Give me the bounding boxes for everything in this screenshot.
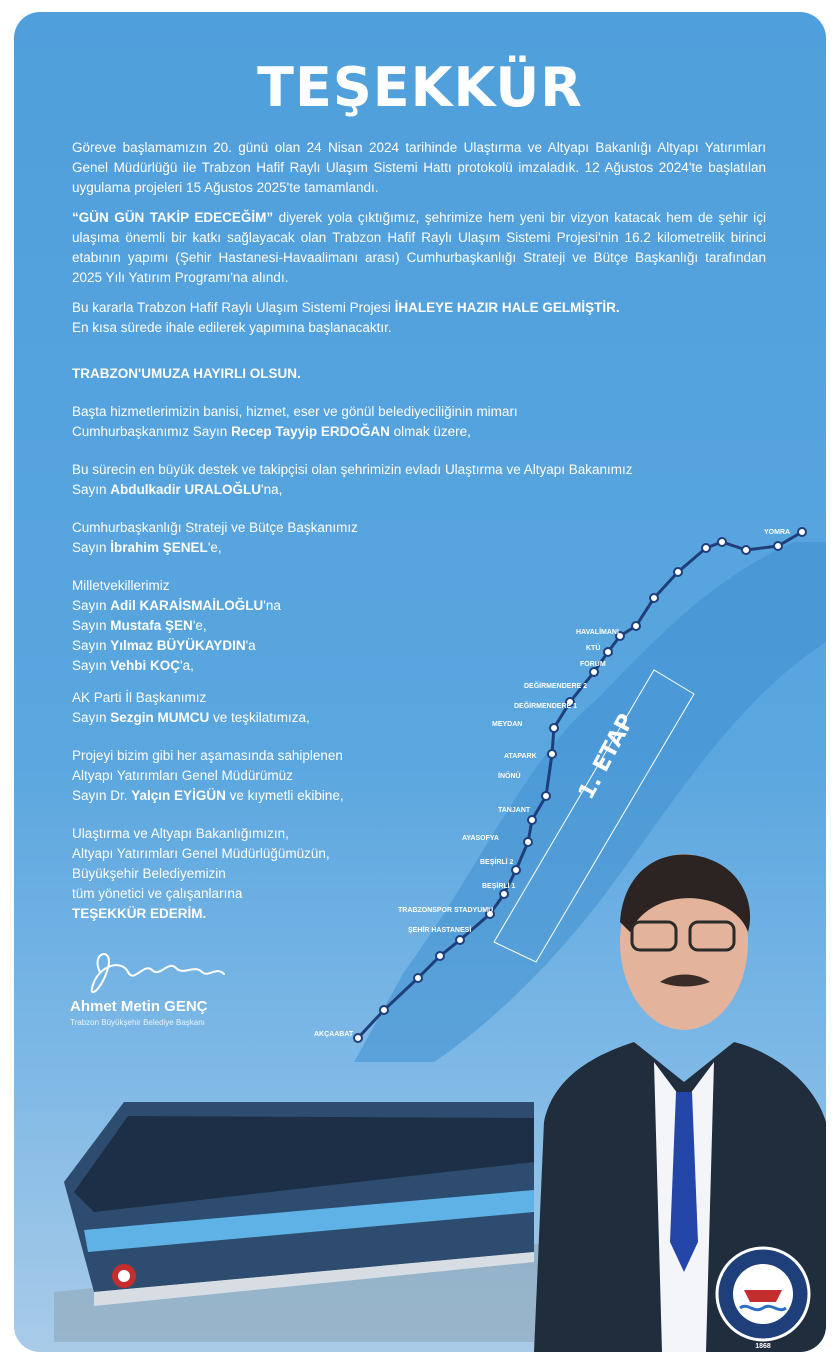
station-dot xyxy=(742,546,750,554)
sayin-5: Sayın xyxy=(72,710,111,725)
station-label-yomra: YOMRA xyxy=(764,529,791,536)
thanks-president-b: Cumhurbaşkanımız Sayın xyxy=(72,424,232,439)
sayin-2: Sayın xyxy=(72,618,111,633)
logo-year: 1868 xyxy=(755,1343,771,1350)
station-dot xyxy=(632,622,640,630)
thanks-president xyxy=(72,402,672,442)
directorate-c: Sayın Dr. xyxy=(72,788,132,803)
station-dot xyxy=(798,528,806,536)
station-dot xyxy=(774,542,782,550)
station-label-tanjant: TANJANT xyxy=(498,807,531,814)
mp-3: Yılmaz BÜYÜKAYDIN xyxy=(110,638,246,653)
station-dot xyxy=(548,750,556,758)
blessing: TRABZON'UMUZA HAYIRLI OLSUN. xyxy=(72,366,301,381)
thanks-minister-b: Sayın xyxy=(72,482,111,497)
signature-name: Ahmet Metin GENÇ xyxy=(70,998,208,1015)
strategy-name: İbrahim ŞENEL xyxy=(110,540,208,555)
party-name: Sezgin MUMCU xyxy=(110,710,210,725)
president-name: Recep Tayyip ERDOĞAN xyxy=(231,424,390,439)
mps-heading: Milletvekillerimiz xyxy=(72,578,170,593)
mp-2-suffix: 'e, xyxy=(192,618,207,633)
station-dot xyxy=(542,792,550,800)
station-label-besirli-2: BEŞİRLİ 2 xyxy=(480,859,514,866)
station-dot xyxy=(650,594,658,602)
station-dot xyxy=(456,936,464,944)
institutions-a: Ulaştırma ve Altyapı Bakanlığımızın, xyxy=(72,826,289,841)
thanks-president-c: olmak üzere, xyxy=(389,424,471,439)
station-dot xyxy=(380,1006,388,1014)
station-dot xyxy=(604,648,612,656)
sayin-3: Sayın xyxy=(72,638,111,653)
thanks-strategy-b: Sayın xyxy=(72,540,111,555)
thanks-strategy-c: 'e, xyxy=(207,540,222,555)
station-label-degirmendere-1: DEĞİRMENDERE 1 xyxy=(514,703,578,710)
thanks-president-a: Başta hizmetlerimizin banisi, hizmet, eser ve gönül belediyeciliğinin mimarı xyxy=(72,404,518,419)
mp-1: Adil KARAİSMAİLOĞLU xyxy=(110,598,264,613)
tender-text: Bu kararla Trabzon Hafif Raylı Ulaşım Sistemi Projesi xyxy=(72,300,395,315)
tender-text-2: En kısa sürede ihale edilerek yapımına başlanacaktır. xyxy=(72,320,392,335)
station-dot xyxy=(354,1034,362,1042)
station-dot xyxy=(590,668,598,676)
signature-title: Trabzon Büyükşehir Belediye Başkanı xyxy=(70,1018,205,1027)
institutions-b: Altyapı Yatırımları Genel Müdürlüğümüzün, xyxy=(72,846,330,861)
station-dot xyxy=(718,538,726,546)
station-label-besirli-1: BEŞİRLİ 1 xyxy=(482,883,516,890)
mp-2: Mustafa ŞEN xyxy=(110,618,193,633)
mp-1-suffix: 'na xyxy=(263,598,281,613)
mp-4-suffix: 'a, xyxy=(180,658,194,673)
mp-3-suffix: 'a xyxy=(245,638,256,653)
station-dot xyxy=(550,724,558,732)
thanks-minister-c: 'na, xyxy=(261,482,283,497)
station-label-ayasofya: AYASOFYA xyxy=(462,835,499,842)
sayin-1: Sayın xyxy=(72,598,111,613)
municipality-logo xyxy=(714,1244,812,1352)
station-label-meydan: MEYDAN xyxy=(492,721,523,728)
mp-4: Vehbi KOÇ xyxy=(110,658,181,673)
station-dot xyxy=(414,974,422,982)
institutions-d: tüm yönetici ve çalışanlarına xyxy=(72,886,243,901)
station-dot xyxy=(674,568,682,576)
paragraph-protocol: Göreve başlamamızın 20. günü olan 24 Nisan 2024 tarihinde Ulaştırma ve Altyapı Bakanlığı Altyapı Yatırımları Genel Müdürlüğü ile Trabzon Hafif Raylı Ulaşım Sistemi Hattı protokolü imzaladık. 12 Ağustos 2024'te başlatılan uygulama projeleri 15 Ağustos 2025'te tamamlandı. xyxy=(72,140,766,195)
thanks-strategy-a: Cumhurbaşkanlığı Strateji ve Bütçe Başkanımız xyxy=(72,520,358,535)
tender-bold: İHALEYE HAZIR HALE GELMİŞTİR. xyxy=(394,300,620,315)
station-label-sehir-hastanesi: ŞEHİR HASTANESİ xyxy=(408,927,472,934)
station-dot xyxy=(500,890,508,898)
station-dot xyxy=(524,838,532,846)
station-label-ktu: KTÜ xyxy=(586,645,601,652)
party-heading: AK Parti İl Başkanımız xyxy=(72,690,207,705)
station-dot xyxy=(512,866,520,874)
station-label-stadyum: TRABZONSPOR STADYUMU xyxy=(398,907,494,914)
etap-label: 1. ETAP xyxy=(574,710,640,804)
station-label-havalimani: HAVALİMANI xyxy=(576,629,619,636)
station-label-degirmendere-2: DEĞİRMENDERE 2 xyxy=(524,683,588,690)
party-suffix: ve teşkilatımıza, xyxy=(209,710,310,725)
tram-image xyxy=(54,1062,554,1342)
station-label-atapark: ATAPARK xyxy=(504,753,537,760)
thanks-minister xyxy=(72,460,772,500)
paragraph-investment-text: diyerek yola çıktığımız, şehrimize hem yeni bir vizyon katacak hem de şehir içi ulaşıma önemli bir katkı sağlayacak olan Trabzon Hafif Raylı Ulaşım Sistemi Projesi'nin 16.2 kilometrelik birinci etabının yapımı (Şehir Hastanesi-Havaalimanı arası) Cumhurbaşkanlığı Strateji ve Bütçe Başkanlığı tarafından 2025 Yılı Yatırım Programı'na alındı. xyxy=(72,210,766,285)
closing-thanks: TEŞEKKÜR EDERİM. xyxy=(72,906,207,921)
directorate-d: ve kıymetli ekibine, xyxy=(225,788,344,803)
paragraph-tender xyxy=(72,298,772,338)
director-name: Yalçın EYİGÜN xyxy=(131,788,226,803)
institutions-c: Büyükşehir Belediyemizin xyxy=(72,866,226,881)
poster xyxy=(14,12,826,1352)
motto: “GÜN GÜN TAKİP EDECEĞİM” xyxy=(72,210,274,225)
station-dot xyxy=(702,544,710,552)
station-dot xyxy=(436,952,444,960)
minister-name: Abdulkadir URALOĞLU xyxy=(110,482,262,497)
page-title: TEŞEKKÜR xyxy=(257,56,583,119)
station-label-inonu: İNÖNÜ xyxy=(498,773,521,780)
station-label-forum: FORUM xyxy=(580,661,606,668)
directorate-b: Altyapı Yatırımları Genel Müdürümüz xyxy=(72,768,293,783)
directorate-a: Projeyi bizim gibi her aşamasında sahiplenen xyxy=(72,748,343,763)
sayin-4: Sayın xyxy=(72,658,111,673)
station-label-akcaabat: AKÇAABAT xyxy=(314,1031,354,1038)
thanks-minister-a: Bu sürecin en büyük destek ve takipçisi olan şehrimizin evladı Ulaştırma ve Altyapı Bakanımız xyxy=(72,462,633,477)
paragraph-investment xyxy=(72,208,766,288)
